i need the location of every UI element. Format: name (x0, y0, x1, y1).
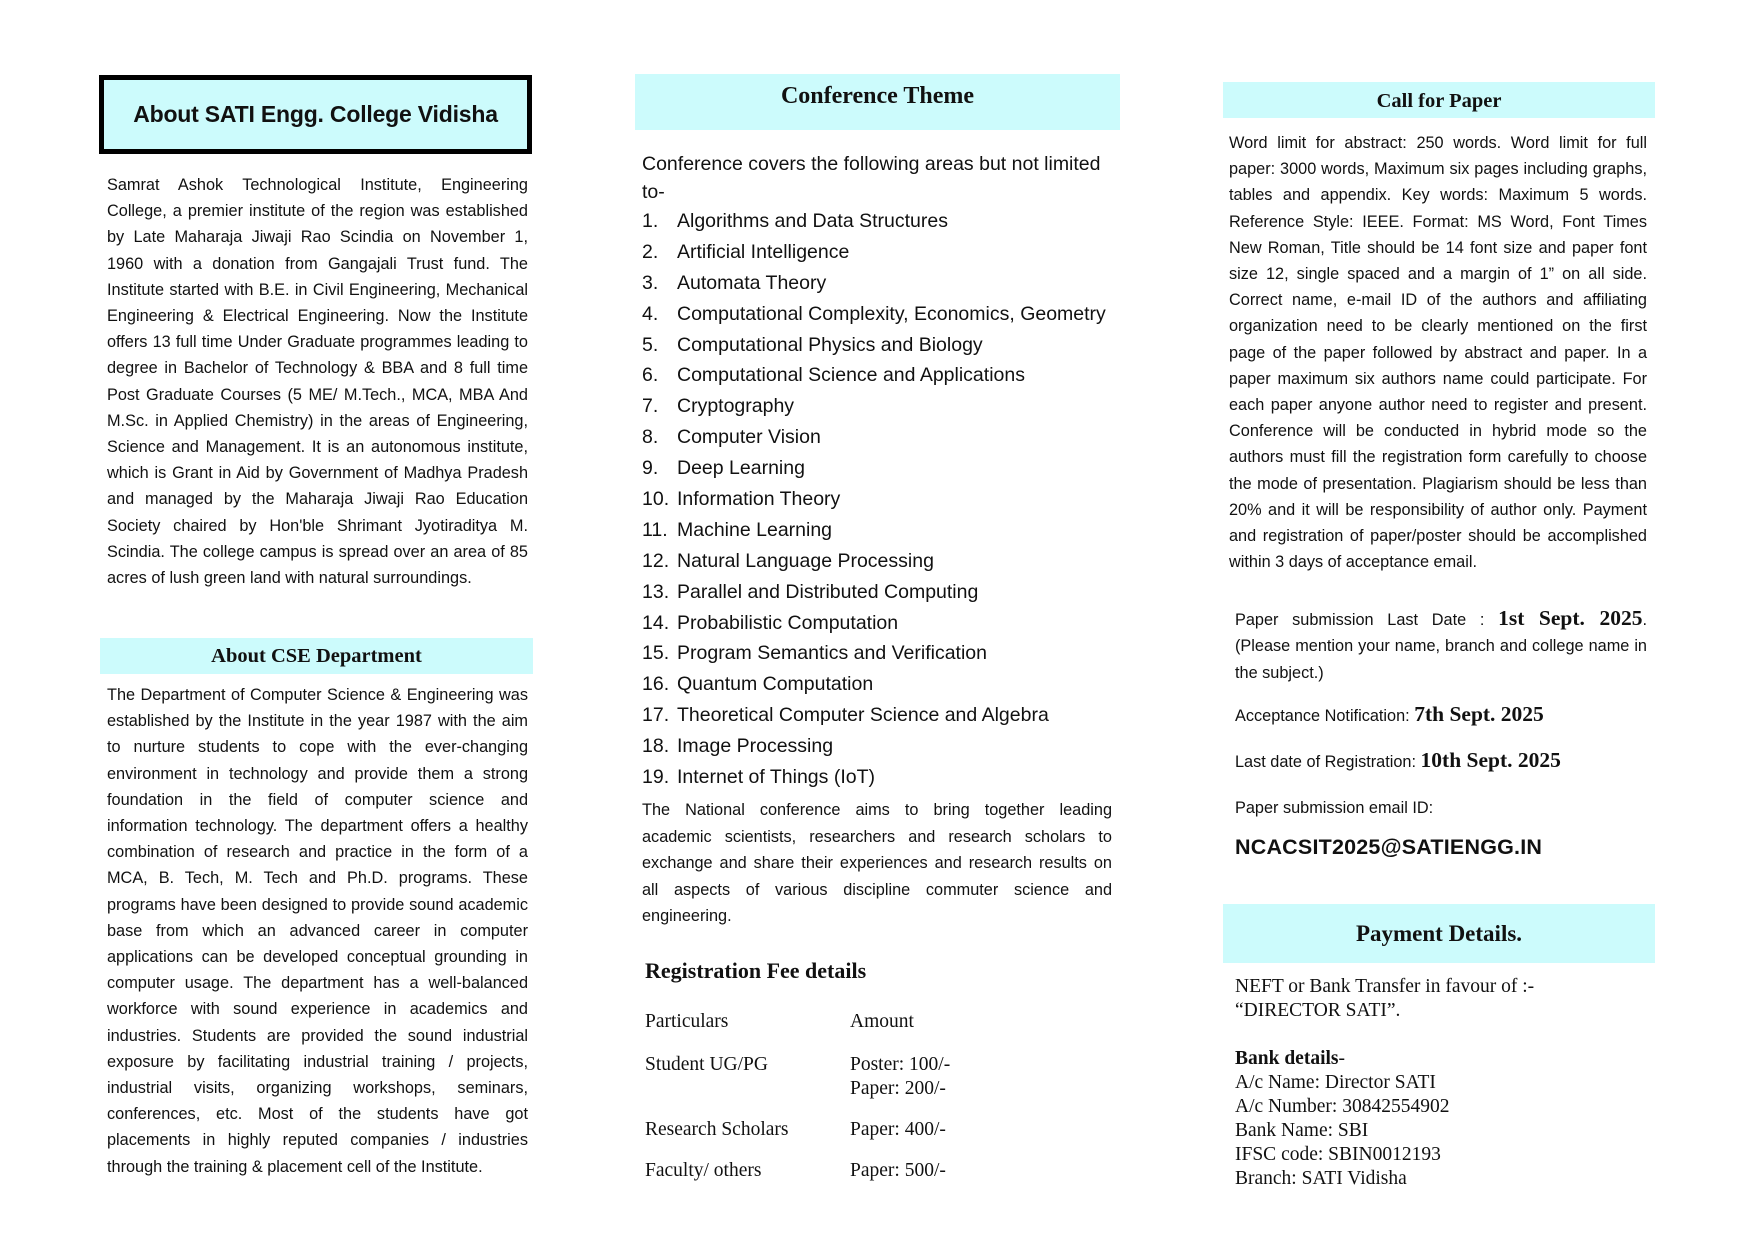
bank-details-label: Bank details (1235, 1048, 1339, 1069)
fee-row (645, 1118, 950, 1159)
about-college-title: About SATI Engg. College Vidisha (133, 101, 498, 127)
topic-label: Artificial Intelligence (677, 240, 850, 263)
topic-number: 15. (642, 642, 670, 665)
submission-note: (Please mention your name, branch and college name in the subject.) (1235, 637, 1647, 682)
theme-topic (642, 299, 1122, 330)
submission-deadline (1235, 605, 1647, 633)
theme-topic (642, 515, 1122, 546)
theme-topic (642, 700, 1122, 731)
registration-fee-title: Registration Fee details (645, 958, 867, 983)
topic-number: 8. (642, 426, 659, 449)
payment-details-title: Payment Details. (1355, 921, 1523, 946)
ifsc-code: IFSC code: SBIN0012193 (1235, 1144, 1441, 1165)
topic-number: 6. (642, 364, 659, 387)
theme-topic (642, 608, 1122, 639)
submission-deadline-suffix: . (1642, 611, 1647, 629)
theme-topic (642, 669, 1122, 700)
topic-label: Program Semantics and Verification (677, 642, 987, 665)
conference-aim-text: The National conference aims to bring together leading academic scientists, researchers and research scholars to exchange and share their experiences and research results on all aspects of various discipline commuter science and engineering. (642, 801, 1112, 925)
fee-amount-line: Paper: 200/- (850, 1078, 946, 1099)
topic-label: Automata Theory (677, 271, 827, 294)
topic-number: 18. (642, 735, 670, 758)
topic-number: 2. (642, 240, 659, 263)
topic-number: 14. (642, 611, 670, 634)
topic-label: Quantum Computation (677, 673, 874, 696)
topic-label: Internet of Things (IoT) (677, 766, 875, 789)
important-dates (1235, 605, 1647, 860)
topic-label: Computational Physics and Biology (677, 333, 983, 356)
topic-label: Information Theory (677, 488, 841, 511)
acceptance-value: 7th Sept. 2025 (1414, 702, 1544, 726)
topic-number: 17. (642, 704, 670, 727)
fee-amount (850, 1159, 950, 1200)
fee-particular: Faculty/ others (645, 1160, 762, 1181)
fee-table-header (645, 1010, 950, 1053)
branch: Branch: SATI Vidisha (1235, 1168, 1407, 1189)
fee-amount-line: Poster: 100/- (850, 1054, 951, 1075)
transfer-line-1: NEFT or Bank Transfer in favour of :- (1235, 976, 1535, 997)
about-college-text: Samrat Ashok Technological Institute, Engineering College, a premier institute of the region was established by Late Maharaja Jiwaji Rao Scindia on November 1, 1960 with a donation from Gangajali Trust fund. The Institute started with B.E. in Civil Engineering, Mechanical Engineering & Electrical Engineering. Now the Institute offers 13 full time Under Graduate programmes leading to degree in Bachelor of Technology & BBA and 8 full time Post Graduate Courses (5 ME/ M.Tech., MCA, MBA And M.Sc. in Applied Chemistry) in the areas of Engineering, Science and Management. It is an autonomous institute, which is Grant in Aid by Government of Madhya Pradesh and managed by the Maharaja Jiwaji Rao Education Society chaired by Hon'ble Shrimant Jyotiraditya M. Scindia. The college campus is spread over an area of 85 acres of lush green land with natural surroundings. (107, 176, 528, 588)
registration-deadline-value: 10th Sept. 2025 (1420, 748, 1561, 772)
topic-label: Probabilistic Computation (677, 611, 899, 634)
bank-name: Bank Name: SBI (1235, 1120, 1369, 1141)
conference-theme-heading (635, 74, 1120, 130)
call-for-paper-text: Word limit for abstract: 250 words. Word limit for full paper: 3000 words, Maximum six pages including graphs, tables and appendix. Key words: Maximum 5 words. Reference Style: IEEE. Format: MS Word, Font Times New Roman, Title should be 14 font size and paper font size 12, single spaced and a margin of 1” on all side. Correct name, e-mail ID of the authors and affiliating organization need to be clearly mentioned on the first page of the paper followed by abstract and paper. In a paper maximum six authors name could participate. For each paper anyone author need to register and present. Conference will be conducted in hybrid mode so the authors must fill the registration form carefully to choose the mode of presentation. Plagiarism should be less than 20% and it will be responsibility of author only. Payment and registration of paper/poster should be accomplished within 3 days of acceptance email. (1229, 134, 1647, 572)
fee-particular: Research Scholars (645, 1119, 789, 1140)
topic-number: 11. (642, 518, 668, 541)
bank-details-suffix: - (1338, 1048, 1345, 1069)
topic-number: 12. (642, 549, 670, 572)
topic-number: 4. (642, 302, 659, 325)
topic-label: Image Processing (677, 735, 834, 758)
payment-details-body (1235, 975, 1655, 1191)
registration-deadline (1235, 747, 1647, 775)
topic-label: Cryptography (677, 395, 795, 418)
fee-row (645, 1053, 950, 1118)
theme-topic-list (642, 206, 1122, 793)
topic-number: 13. (642, 580, 670, 603)
about-college-heading (99, 75, 532, 154)
topic-label: Computational Complexity, Economics, Geometry (677, 302, 1106, 325)
topic-number: 9. (642, 457, 659, 480)
account-name: A/c Name: Director SATI (1235, 1072, 1436, 1093)
fee-row (645, 1159, 950, 1200)
theme-topic (642, 453, 1122, 484)
topic-number: 16. (642, 673, 670, 696)
theme-topic (642, 731, 1122, 762)
acceptance-label: Acceptance Notification: (1235, 707, 1410, 725)
theme-topic (642, 484, 1122, 515)
fee-amount (850, 1118, 950, 1159)
conference-theme-title: Conference Theme (780, 83, 975, 109)
theme-topic (642, 638, 1122, 669)
theme-topic (642, 268, 1122, 299)
about-cse-text: The Department of Computer Science & Engineering was established by the Institute in the year 1987 with the aim to nurture students to cope with the ever-changing environment in technology and provide them a strong foundation in the field of computer science and information technology. The department offers a healthy combination of research and practice in the form of a MCA, B. Tech, M. Tech and Ph.D. programs. These programs have been designed to provide sound academic base from which an advanced career in computer applications can be developed conceptual grounding in computer usage. The department has a well-balanced workforce with sound experience in academics and industries. Students are provided the sound industrial exposure by facilitating industrial training / projects, industrial visits, organizing workshops, seminars, conferences, etc. Most of the students have got placements in highly reputed companies / industries through the training & placement cell of the Institute. (107, 686, 528, 1176)
topic-number: 1. (642, 210, 659, 232)
topic-label: Deep Learning (677, 457, 805, 480)
fee-header-amount: Amount (850, 1011, 914, 1032)
fee-amount (850, 1053, 950, 1118)
transfer-line-2: “DIRECTOR SATI”. (1235, 1000, 1401, 1021)
account-number: A/c Number: 30842554902 (1235, 1096, 1450, 1117)
theme-topic (642, 206, 1122, 237)
bank-details-heading (1235, 1047, 1655, 1071)
about-cse-title: About CSE Department (211, 645, 422, 667)
about-cse-heading (100, 638, 533, 674)
theme-topic (642, 422, 1122, 453)
theme-topic (642, 391, 1122, 422)
topic-label: Parallel and Distributed Computing (677, 580, 979, 603)
theme-topic (642, 237, 1122, 268)
theme-topic (642, 762, 1122, 793)
theme-topic (642, 360, 1122, 391)
registration-fee-table (645, 1010, 950, 1200)
theme-topic (642, 330, 1122, 361)
topic-label: Computer Vision (677, 426, 821, 449)
email-label: Paper submission email ID: (1235, 799, 1434, 817)
fee-amount-line: Paper: 400/- (850, 1119, 946, 1140)
fee-amount-line: Paper: 500/- (850, 1160, 946, 1181)
call-for-paper-title: Call for Paper (1376, 90, 1502, 112)
fee-header-particulars: Particulars (645, 1011, 729, 1032)
theme-topic (642, 546, 1122, 577)
topic-number: 5. (642, 333, 659, 356)
topic-label: Computational Science and Applications (677, 364, 1025, 387)
theme-intro: Conference covers the following areas but not limited to- (642, 153, 1101, 203)
fee-particular: Student UG/PG (645, 1054, 768, 1075)
topic-label: Algorithms and Data Structures (677, 210, 948, 232)
spacer (1235, 1023, 1655, 1047)
topic-label: Machine Learning (677, 518, 833, 541)
acceptance-notification (1235, 701, 1647, 729)
registration-deadline-label: Last date of Registration: (1235, 753, 1417, 771)
topic-number: 3. (642, 271, 659, 294)
topic-number: 10. (642, 488, 670, 511)
submission-deadline-value: 1st Sept. 2025 (1498, 606, 1643, 630)
topic-label: Theoretical Computer Science and Algebra (677, 704, 1049, 727)
topic-number: 19. (642, 766, 670, 789)
submission-deadline-label: Paper submission Last Date : (1235, 611, 1485, 629)
payment-details-heading (1223, 904, 1655, 963)
topic-label: Natural Language Processing (677, 549, 934, 572)
theme-topic (642, 577, 1122, 608)
call-for-paper-heading (1223, 82, 1655, 118)
topic-number: 7. (642, 395, 659, 418)
submission-email[interactable]: NCACSIT2025@SATIENGG.IN (1235, 835, 1543, 859)
